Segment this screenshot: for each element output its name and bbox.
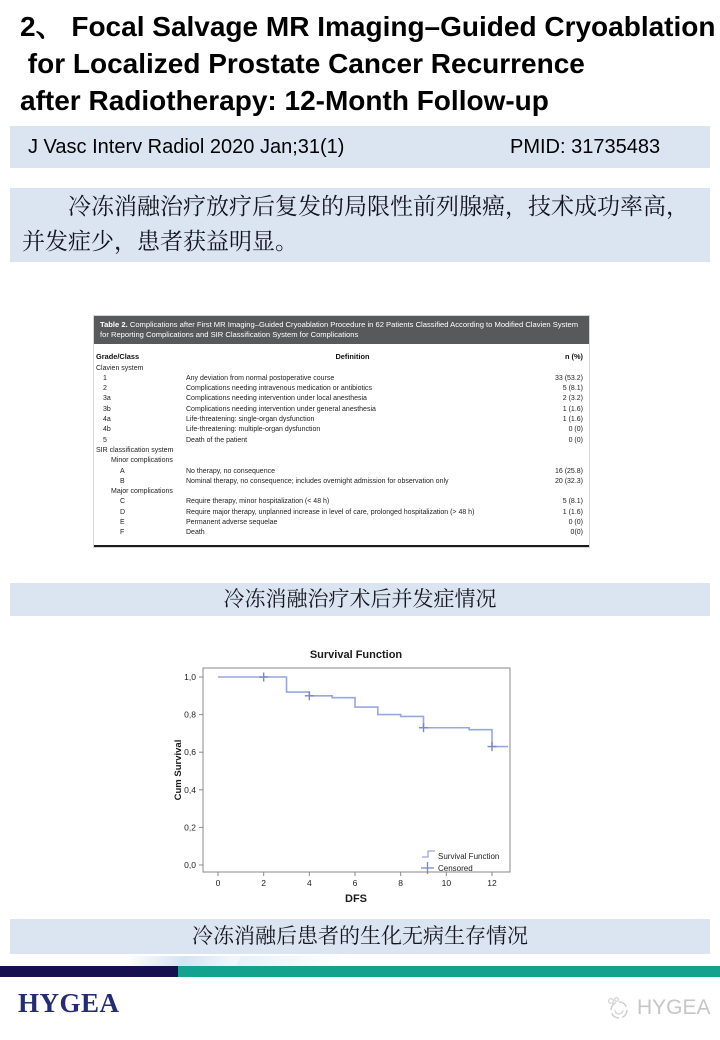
table-cell: Minor complications [111,457,173,465]
watermark-text: HYGEA [637,996,711,1019]
table-row [94,477,589,487]
table-cell [519,456,589,466]
svg-text:6: 6 [352,878,358,888]
table-title [94,316,589,344]
table-row [94,497,589,507]
table-cell: Life-threatening: single-organ dysfunction [186,416,315,424]
table-cell: C [120,498,126,506]
table-cell: 0 (0) [568,436,583,444]
svg-text:0,6: 0,6 [184,747,196,758]
table-section-row [94,364,589,374]
table-row [94,394,589,404]
table-bottom-rule [94,545,589,547]
footer-bar-navy [0,966,178,977]
table-section-row [94,487,589,497]
table-cell: 3b [103,405,111,413]
complications-table-body [94,364,589,543]
footer-bar-teal [178,966,720,977]
journal-reference: J Vasc Interv Radiol 2020 Jan;31(1) [28,136,345,158]
svg-text:0,2: 0,2 [184,822,196,833]
svg-text:1,0: 1,0 [184,672,196,682]
table-cell [186,364,519,374]
watermark [604,994,711,1022]
table-cell: Death of the patient [186,436,248,444]
table-cell: Clavien system [96,364,144,372]
svg-text:2: 2 [261,878,267,888]
table-cell: 20 (32.3) [554,477,583,485]
table-cell: Complications needing intervention under general anesthesia [186,405,376,413]
paper-title-line-2: for Localized Prostate Cancer Recurrence [20,48,585,79]
table-cell [186,456,519,466]
table-cell: B [120,477,125,485]
table-cell: Nominal therapy, no consequence; includes overnight admission for observation only [186,477,449,485]
table-cell: 16 (25.8) [554,467,583,475]
watermark-logo-icon [604,994,632,1022]
table-cell: Major complications [111,488,173,496]
table-cell: Any deviation from normal postoperative course [186,374,335,382]
table-section-row [94,456,589,466]
table-cell [519,364,589,374]
svg-text:DFS: DFS [345,893,367,905]
svg-text:8: 8 [398,878,404,888]
table-cell: 5 (8.1) [562,498,583,506]
table-cell: 0 (0) [568,519,583,527]
table-cell: 5 [103,436,107,444]
table-row [94,425,589,435]
table-cell: D [120,508,126,516]
table-cell: 0(0) [570,529,583,537]
table-row [94,528,589,538]
paper-title-line-3: after Radiotherapy: 12-Month Follow-up [20,85,549,116]
table-cell: 0 (0) [568,426,583,434]
col-header-grade: Grade/Class [96,351,140,361]
table-row [94,467,589,477]
table-cell: SIR classification system [96,446,174,454]
table-row [94,436,589,446]
table-cell: 1 (1.6) [562,405,583,413]
table-cell: No therapy, no consequence [186,467,275,475]
table-cell: 1 (1.6) [562,508,583,516]
svg-text:0,8: 0,8 [184,709,196,720]
table-cell: 33 (53.2) [554,374,583,382]
table-cell: 4a [103,416,111,424]
col-header-n: n (%) [564,351,583,361]
svg-text:Survival Function: Survival Function [438,852,500,861]
table-cell: E [120,519,125,527]
hygea-logo-text: HYGEA [18,988,120,1018]
table-cell [186,446,519,456]
table-caption: 冷冻消融治疗术后并发症情况 [10,583,710,616]
table-cell: Require therapy, minor hospitalization (< 48 h) [186,498,330,506]
svg-text:Survival Function: Survival Function [309,649,403,661]
table-row [94,384,589,394]
table-cell: 4b [103,426,111,434]
paper-title [20,8,715,119]
table-cell: F [120,529,125,537]
table-row [94,405,589,415]
table-cell: Life-threatening: multiple-organ dysfunction [186,426,321,434]
table-cell: Require major therapy, unplanned increase in level of care, prolonged hospitalization (> 48 h) [186,508,475,516]
journal-bar [10,126,710,168]
table-cell [519,487,589,497]
svg-text:0: 0 [215,878,221,888]
table-cell [186,487,519,497]
table-section-row [94,446,589,456]
summary-text: 冷冻消融治疗放疗后复发的局限性前列腺癌，技术成功率高，并发症少，患者获益明显。 [22,193,689,254]
complications-table [93,315,590,548]
svg-text:12: 12 [487,878,497,888]
svg-text:Censored: Censored [438,864,473,873]
table-row [94,415,589,425]
summary-box [10,188,710,262]
pmid: PMID: 31735483 [510,136,661,158]
table-cell: Permanent adverse sequelae [186,519,278,527]
table-cell: 2 [103,385,107,393]
table-cell: 1 [103,374,107,382]
table-header-row [94,344,589,364]
table-cell: 3a [103,395,111,403]
table-row [94,518,589,528]
col-header-definition: Definition [335,351,370,361]
svg-text:4: 4 [306,878,312,888]
survival-chart [170,645,540,910]
svg-text:10: 10 [441,878,452,888]
table-cell: A [120,467,125,475]
table-row [94,374,589,384]
paper-title-line-1: 2、 Focal Salvage MR Imaging–Guided Cryoablation [20,11,716,42]
chart-caption: 冷冻消融后患者的生化无病生存情况 [10,919,710,954]
svg-text:0,0: 0,0 [184,860,196,870]
table-cell: 5 (8.1) [562,385,583,393]
table-cell: 2 (3.2) [562,395,583,403]
table-cell [519,446,589,456]
table-cell: 1 (1.6) [562,416,583,424]
table-cell: Death [186,529,205,537]
svg-text:Cum Survival: Cum Survival [173,739,184,801]
table-cell: Complications needing intravenous medication or antibiotics [186,385,372,393]
table-cell: Complications needing intervention under local anesthesia [186,395,367,403]
table-title-text: Complications after First MR Imaging–Guided Cryoablation Procedure in 62 Patients Classified According to Modified Clavien System for Reporting Complications and SIR Classification System for Complications [100,320,579,339]
table-row [94,508,589,518]
table-title-label: Table 2. [100,320,128,329]
svg-text:0,4: 0,4 [184,784,196,795]
